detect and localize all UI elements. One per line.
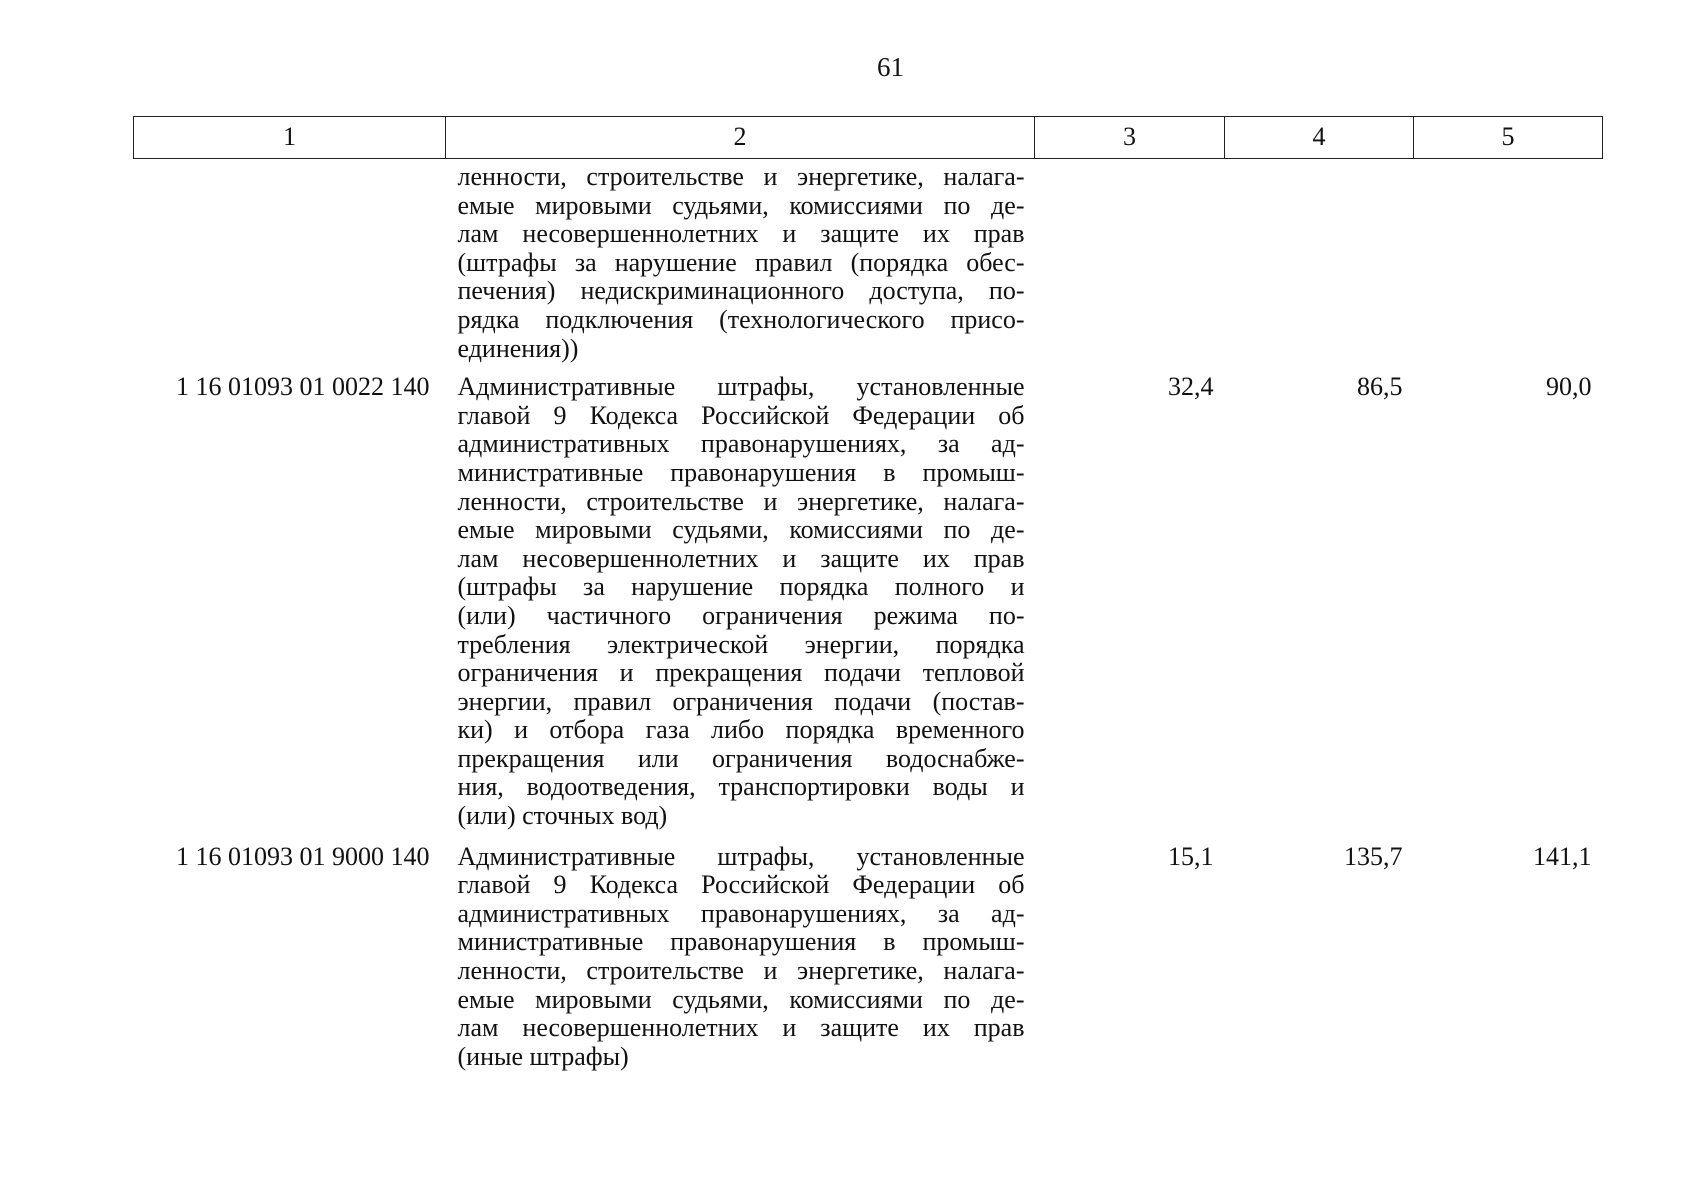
table-row [134,159,1603,368]
value-col-3: 32,4 [1168,372,1214,402]
column-header-4: 4 [1225,117,1414,159]
description-line: лам несовершеннолетних и защите их прав [457,219,1025,249]
description-line: ограничения и прекращения подачи тепловой [457,658,1025,688]
description-line: ленности, строительстве и энергетике, налага- [457,162,1025,191]
revenue-description [446,837,1035,1072]
table-row [134,837,1603,1072]
revenue-code [134,159,446,368]
description-line: единения)) [457,333,579,363]
description-line: Административные штрафы, установленные [457,372,1025,402]
description-line: (или) сточных вод) [457,801,668,831]
table-header-row [134,117,1603,159]
description-line: министративные правонарушения в промыш- [457,927,1025,957]
description-line: главой 9 Кодекса Российской Федерации об [457,400,1025,430]
column-header-5: 5 [1414,117,1603,159]
revenue-description [446,159,1035,368]
page-number: 61 [877,52,904,82]
value-col-4: 86,5 [1357,372,1403,402]
description-line: рядка подключения (технологического присо- [457,304,1025,334]
revenue-code: 1 16 01093 01 9000 140 [176,841,430,871]
value-col-4: 135,7 [1344,841,1403,871]
description-line: емые мировыми судьями, комиссиями по де- [457,515,1025,545]
description-line: ленности, строительстве и энергетике, налага- [457,956,1025,986]
description-line: министративные правонарушения в промыш- [457,457,1025,487]
value-col-3 [1035,159,1225,368]
description-line: (иные штрафы) [457,1041,629,1071]
description-line: главой 9 Кодекса Российской Федерации об [457,870,1025,900]
column-header-1: 1 [134,117,446,159]
description-line: (или) частичного ограничения режима по- [457,600,1025,630]
description-line: ленности, строительстве и энергетике, налага- [457,486,1025,516]
description-line: ки) и отбора газа либо порядка временного [457,715,1025,745]
description-line: Административные штрафы, установленные [457,841,1025,871]
description-line: административных правонарушениях, за ад- [457,898,1025,928]
description-line: лам несовершеннолетних и защите их прав [457,1013,1025,1043]
description-line: прекращения или ограничения водоснабже- [457,743,1025,773]
revenue-code: 1 16 01093 01 0022 140 [176,372,430,402]
value-col-5 [1414,159,1603,368]
description-line: емые мировыми судьями, комиссиями по де- [457,984,1025,1014]
value-col-5: 90,0 [1546,372,1592,402]
description-line: (штрафы за нарушение правил (порядка обес- [457,247,1025,277]
revenue-description [446,367,1035,837]
description-line: административных правонарушениях, за ад- [457,429,1025,459]
value-col-3: 15,1 [1168,841,1214,871]
description-line: печения) недискриминационного доступа, по- [457,276,1025,306]
column-header-3: 3 [1035,117,1225,159]
column-header-2: 2 [446,117,1035,159]
description-line: требления электрической энергии, порядка [457,629,1025,659]
description-line: лам несовершеннолетних и защите их прав [457,543,1025,573]
description-line: энергии, правил ограничения подачи (постав- [457,686,1025,716]
budget-table [133,116,1603,1071]
table-row [134,367,1603,837]
description-line: емые мировыми судьями, комиссиями по де- [457,190,1025,220]
description-line: (штрафы за нарушение порядка полного и [457,572,1025,602]
value-col-5: 141,1 [1533,841,1592,871]
value-col-4 [1225,159,1414,368]
description-line: ния, водоотведения, транспортировки воды и [457,772,1025,802]
